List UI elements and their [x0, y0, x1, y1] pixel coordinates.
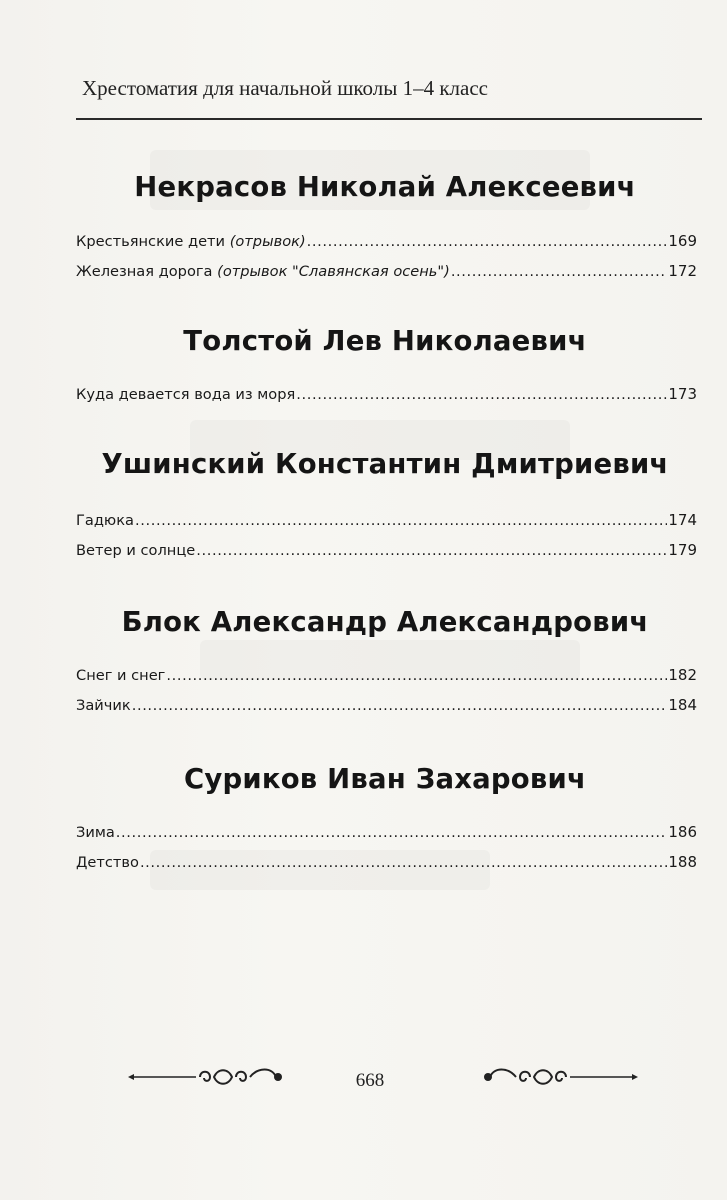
toc-entry [76, 541, 697, 567]
header-rule [76, 118, 702, 120]
entry-page: 179 [668, 541, 697, 559]
entry-title: Крестьянские дети (отрывок) [76, 233, 306, 250]
toc-entry [76, 385, 697, 411]
author-heading: Толстой Лев Николаевич [183, 325, 587, 357]
entry-title: Ветер и солнце [76, 542, 196, 559]
leader-dots [307, 233, 668, 250]
leader-dots [135, 512, 667, 529]
entry-page: 169 [668, 232, 697, 250]
scroll-flourish-icon [478, 1062, 638, 1092]
entry-title: Куда девается вода из моря [76, 386, 296, 403]
author-heading: Ушинский Константин Дмитриевич [101, 448, 669, 480]
scroll-flourish-icon [128, 1062, 288, 1092]
toc-entry [76, 232, 697, 258]
toc-entry [76, 696, 697, 722]
entry-title: Снег и снег [76, 667, 166, 684]
entry-page: 174 [668, 511, 697, 529]
entry-page: 172 [668, 262, 697, 280]
author-heading: Суриков Иван Захарович [183, 763, 587, 795]
entry-page: 188 [668, 853, 697, 871]
toc-entry [76, 823, 697, 849]
entry-page: 184 [668, 696, 697, 714]
leader-dots [166, 667, 667, 684]
author-heading: Блок Александр Александрович [121, 606, 649, 638]
toc-entry [76, 666, 697, 692]
toc-entry [76, 511, 697, 537]
leader-dots [140, 854, 667, 871]
leader-dots [196, 542, 667, 559]
entry-page: 186 [668, 823, 697, 841]
entry-title: Зима [76, 824, 115, 841]
toc-entry [76, 262, 697, 288]
entry-title: Зайчик [76, 697, 131, 714]
toc-entry [76, 853, 697, 879]
leader-dots [451, 263, 668, 280]
entry-title: Детство [76, 854, 139, 871]
leader-dots [132, 697, 668, 714]
author-heading: Некрасов Николай Алексеевич [134, 171, 636, 203]
page-number: 668 [355, 1070, 385, 1091]
running-head: Хрестоматия для начальной школы 1–4 класс [82, 76, 488, 100]
entry-page: 182 [668, 666, 697, 684]
entry-title: Железная дорога (отрывок "Славянская осень") [76, 263, 450, 280]
leader-dots [116, 824, 668, 841]
leader-dots [296, 386, 667, 403]
entry-page: 173 [668, 385, 697, 403]
entry-title: Гадюка [76, 512, 134, 529]
